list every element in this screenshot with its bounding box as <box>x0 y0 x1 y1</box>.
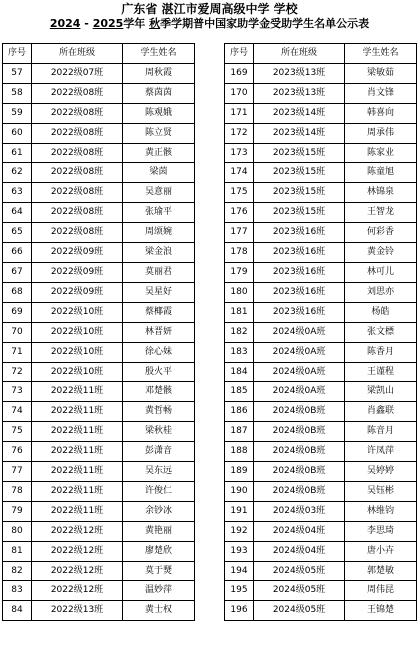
cell-no: 173 <box>225 143 254 163</box>
table-row <box>3 243 195 263</box>
cell-no: 84 <box>3 601 32 621</box>
cell-class: 2022级12班 <box>32 561 123 581</box>
cell-class: 2022级09班 <box>32 262 123 282</box>
year-word: 学年 <box>123 17 146 30</box>
cell-no: 61 <box>3 143 32 163</box>
table-row <box>3 422 195 442</box>
cell-name: 林锦泉 <box>345 183 417 203</box>
table-row <box>225 63 417 83</box>
cell-no: 191 <box>225 501 254 521</box>
cell-name: 许俊仁 <box>123 481 195 501</box>
cell-no: 83 <box>3 581 32 601</box>
table-row <box>3 481 195 501</box>
table-row <box>225 262 417 282</box>
table-row <box>3 203 195 223</box>
table-row <box>3 541 195 561</box>
cell-class: 2022级08班 <box>32 203 123 223</box>
cell-name: 陈香月 <box>345 342 417 362</box>
cell-class: 2022级11班 <box>32 382 123 402</box>
cell-class: 2022级08班 <box>32 183 123 203</box>
cell-class: 2023级13班 <box>254 63 345 83</box>
cell-no: 184 <box>225 362 254 382</box>
table-row <box>3 322 195 342</box>
cell-name: 周承伟 <box>345 123 417 143</box>
cell-name: 张瑜平 <box>123 203 195 223</box>
cell-class: 2023级13班 <box>254 83 345 103</box>
cell-name: 邓楚骸 <box>123 382 195 402</box>
cell-class: 2024级04班 <box>254 541 345 561</box>
cell-name: 刘思亦 <box>345 282 417 302</box>
cell-no: 79 <box>3 501 32 521</box>
cell-class: 2022级11班 <box>32 481 123 501</box>
cell-name: 陈立贤 <box>123 123 195 143</box>
table-row <box>3 262 195 282</box>
cell-class: 2023级15班 <box>254 163 345 183</box>
cell-class: 2022级13班 <box>32 601 123 621</box>
cell-no: 74 <box>3 402 32 422</box>
table-row <box>3 63 195 83</box>
cell-class: 2022级07班 <box>32 63 123 83</box>
table-header-row <box>225 44 417 64</box>
header-class: 所在班级 <box>32 44 123 64</box>
cell-class: 2024级0B班 <box>254 481 345 501</box>
table-row <box>225 462 417 482</box>
table-row <box>225 362 417 382</box>
cell-class: 2024级03班 <box>254 501 345 521</box>
cell-name: 郭楚敏 <box>345 561 417 581</box>
cell-name: 莫于燹 <box>123 561 195 581</box>
cell-name: 陈童旭 <box>345 163 417 183</box>
cell-no: 80 <box>3 521 32 541</box>
cell-class: 2023级15班 <box>254 183 345 203</box>
table-row <box>225 581 417 601</box>
cell-class: 2022级08班 <box>32 163 123 183</box>
cell-name: 徐心妹 <box>123 342 195 362</box>
table-row <box>3 83 195 103</box>
cell-class: 2022级08班 <box>32 143 123 163</box>
cell-no: 76 <box>3 442 32 462</box>
table-row <box>3 282 195 302</box>
cell-name: 周颂婉 <box>123 223 195 243</box>
cell-no: 188 <box>225 442 254 462</box>
cell-class: 2024级0B班 <box>254 402 345 422</box>
cell-no: 192 <box>225 521 254 541</box>
cell-name: 周伟昆 <box>345 581 417 601</box>
cell-class: 2022级08班 <box>32 103 123 123</box>
cell-no: 66 <box>3 243 32 263</box>
cell-name: 黄金铃 <box>345 243 417 263</box>
cell-class: 2023级16班 <box>254 282 345 302</box>
cell-name: 韩喜向 <box>345 103 417 123</box>
cell-name: 陈观娥 <box>123 103 195 123</box>
cell-no: 183 <box>225 342 254 362</box>
cell-class: 2022级11班 <box>32 442 123 462</box>
header-class: 所在班级 <box>254 44 345 64</box>
cell-name: 何彩香 <box>345 223 417 243</box>
cell-no: 58 <box>3 83 32 103</box>
cell-class: 2023级16班 <box>254 302 345 322</box>
table-row <box>225 422 417 442</box>
cell-name: 殷火平 <box>123 362 195 382</box>
table-row <box>225 442 417 462</box>
table-row <box>225 382 417 402</box>
cell-no: 60 <box>3 123 32 143</box>
cell-name: 黄哲畅 <box>123 402 195 422</box>
table-row <box>225 521 417 541</box>
cell-name: 陈家业 <box>345 143 417 163</box>
table-row <box>225 282 417 302</box>
cell-name: 蔡椰霞 <box>123 302 195 322</box>
cell-name: 廖楚欣 <box>123 541 195 561</box>
cell-no: 178 <box>225 243 254 263</box>
cell-name: 林可儿 <box>345 262 417 282</box>
cell-no: 63 <box>3 183 32 203</box>
table-row <box>225 541 417 561</box>
table-row <box>225 402 417 422</box>
cell-no: 194 <box>225 561 254 581</box>
cell-class: 2024级0A班 <box>254 382 345 402</box>
table-header-row <box>3 44 195 64</box>
cell-name: 许凤萍 <box>345 442 417 462</box>
table-row <box>225 163 417 183</box>
cell-no: 75 <box>3 422 32 442</box>
cell-name: 王智龙 <box>345 203 417 223</box>
cell-no: 190 <box>225 481 254 501</box>
cell-name: 吴钰彬 <box>345 481 417 501</box>
table-row <box>225 601 417 621</box>
year-end: 2025 <box>92 17 124 30</box>
table-row <box>3 462 195 482</box>
table-row <box>3 601 195 621</box>
cell-class: 2022级10班 <box>32 362 123 382</box>
cell-class: 2022级09班 <box>32 282 123 302</box>
cell-class: 2024级05班 <box>254 561 345 581</box>
table-row <box>3 581 195 601</box>
table-row <box>225 342 417 362</box>
cell-name: 肖文锋 <box>345 83 417 103</box>
cell-class: 2024级04班 <box>254 521 345 541</box>
table-row <box>225 183 417 203</box>
cell-class: 2023级16班 <box>254 223 345 243</box>
cell-name: 梁秋桂 <box>123 422 195 442</box>
cell-no: 177 <box>225 223 254 243</box>
cell-no: 181 <box>225 302 254 322</box>
table-row <box>3 402 195 422</box>
header-no: 序号 <box>225 44 254 64</box>
cell-class: 2022级10班 <box>32 302 123 322</box>
cell-class: 2024级0B班 <box>254 442 345 462</box>
header-no: 序号 <box>3 44 32 64</box>
table-row <box>3 501 195 521</box>
cell-class: 2024级0A班 <box>254 342 345 362</box>
cell-name: 王谨程 <box>345 362 417 382</box>
cell-no: 68 <box>3 282 32 302</box>
cell-class: 2022级11班 <box>32 422 123 442</box>
header-name: 学生姓名 <box>345 44 417 64</box>
year-separator: - <box>80 17 93 30</box>
cell-name: 吴东远 <box>123 462 195 482</box>
cell-name: 温妙萍 <box>123 581 195 601</box>
cell-no: 170 <box>225 83 254 103</box>
table-row <box>3 302 195 322</box>
cell-name: 吴婷婷 <box>345 462 417 482</box>
cell-name: 李思琦 <box>345 521 417 541</box>
cell-name: 梁凯山 <box>345 382 417 402</box>
table-row <box>3 163 195 183</box>
table-row <box>225 501 417 521</box>
table-row <box>225 561 417 581</box>
cell-no: 179 <box>225 262 254 282</box>
cell-name: 莫丽君 <box>123 262 195 282</box>
cell-no: 69 <box>3 302 32 322</box>
table-row <box>3 103 195 123</box>
cell-name: 林晋妍 <box>123 322 195 342</box>
table-row <box>225 322 417 342</box>
cell-name: 梁金浪 <box>123 243 195 263</box>
table-row <box>3 342 195 362</box>
cell-no: 174 <box>225 163 254 183</box>
table-row <box>3 183 195 203</box>
cell-name: 唐小卉 <box>345 541 417 561</box>
table-row <box>3 123 195 143</box>
cell-no: 196 <box>225 601 254 621</box>
cell-name: 杨皓 <box>345 302 417 322</box>
term: 秋 <box>149 17 161 30</box>
cell-no: 185 <box>225 382 254 402</box>
cell-name: 吴意丽 <box>123 183 195 203</box>
header-name: 学生姓名 <box>123 44 195 64</box>
cell-no: 73 <box>3 382 32 402</box>
cell-no: 81 <box>3 541 32 561</box>
cell-no: 78 <box>3 481 32 501</box>
cell-no: 180 <box>225 282 254 302</box>
cell-name: 梁茵 <box>123 163 195 183</box>
cell-name: 黄艳丽 <box>123 521 195 541</box>
cell-no: 186 <box>225 402 254 422</box>
cell-no: 71 <box>3 342 32 362</box>
table-row <box>3 382 195 402</box>
table-body-left <box>3 63 195 620</box>
table-row <box>225 302 417 322</box>
cell-class: 2022级12班 <box>32 581 123 601</box>
cell-class: 2024级0A班 <box>254 322 345 342</box>
year-start: 2024 <box>49 17 81 30</box>
cell-name: 梁敏茹 <box>345 63 417 83</box>
table-row <box>225 83 417 103</box>
cell-name: 余钞冰 <box>123 501 195 521</box>
cell-no: 67 <box>3 262 32 282</box>
cell-class: 2023级16班 <box>254 243 345 263</box>
cell-no: 59 <box>3 103 32 123</box>
cell-no: 77 <box>3 462 32 482</box>
page-title: 广东省 湛江市爱周高级中学 学校 <box>121 2 298 16</box>
table-body-right <box>225 63 417 620</box>
cell-class: 2022级12班 <box>32 541 123 561</box>
cell-class: 2023级14班 <box>254 123 345 143</box>
cell-name: 肖鑫联 <box>345 402 417 422</box>
cell-name: 王锦楚 <box>345 601 417 621</box>
cell-class: 2023级16班 <box>254 262 345 282</box>
cell-class: 2023级14班 <box>254 103 345 123</box>
table-row <box>225 223 417 243</box>
cell-no: 175 <box>225 183 254 203</box>
cell-class: 2024级05班 <box>254 601 345 621</box>
page-subtitle <box>0 17 419 31</box>
table-row <box>225 103 417 123</box>
cell-class: 2023级15班 <box>254 203 345 223</box>
cell-no: 182 <box>225 322 254 342</box>
cell-name: 黄士权 <box>123 601 195 621</box>
cell-class: 2022级12班 <box>32 521 123 541</box>
student-table-left <box>2 43 195 621</box>
cell-no: 172 <box>225 123 254 143</box>
cell-class: 2022级11班 <box>32 402 123 422</box>
table-row <box>225 243 417 263</box>
cell-no: 176 <box>225 203 254 223</box>
cell-class: 2024级05班 <box>254 581 345 601</box>
subtitle-rest: 季学期普中国家助学金受助学生名单公示表 <box>160 17 370 30</box>
cell-name: 周秋霞 <box>123 63 195 83</box>
cell-no: 62 <box>3 163 32 183</box>
cell-class: 2023级15班 <box>254 143 345 163</box>
cell-name: 陈音月 <box>345 422 417 442</box>
cell-no: 65 <box>3 223 32 243</box>
cell-no: 171 <box>225 103 254 123</box>
cell-name: 蔡茵茵 <box>123 83 195 103</box>
table-row <box>225 143 417 163</box>
cell-no: 57 <box>3 63 32 83</box>
cell-name: 吴星好 <box>123 282 195 302</box>
cell-class: 2024级0B班 <box>254 422 345 442</box>
table-row <box>3 143 195 163</box>
cell-class: 2022级09班 <box>32 243 123 263</box>
cell-class: 2022级11班 <box>32 462 123 482</box>
table-row <box>3 521 195 541</box>
student-table-right <box>224 43 417 621</box>
cell-class: 2022级10班 <box>32 322 123 342</box>
cell-class: 2024级0B班 <box>254 462 345 482</box>
cell-no: 72 <box>3 362 32 382</box>
cell-class: 2022级11班 <box>32 501 123 521</box>
cell-no: 169 <box>225 63 254 83</box>
table-row <box>3 442 195 462</box>
cell-no: 82 <box>3 561 32 581</box>
table-row <box>225 481 417 501</box>
cell-no: 189 <box>225 462 254 482</box>
table-row <box>3 362 195 382</box>
cell-class: 2022级08班 <box>32 223 123 243</box>
cell-class: 2022级08班 <box>32 123 123 143</box>
cell-no: 64 <box>3 203 32 223</box>
cell-class: 2024级0A班 <box>254 362 345 382</box>
cell-class: 2022级10班 <box>32 342 123 362</box>
table-row <box>3 223 195 243</box>
table-row <box>225 203 417 223</box>
table-row <box>3 561 195 581</box>
cell-name: 彭潇音 <box>123 442 195 462</box>
cell-name: 张文標 <box>345 322 417 342</box>
cell-name: 林维钧 <box>345 501 417 521</box>
table-row <box>225 123 417 143</box>
cell-name: 黄正骸 <box>123 143 195 163</box>
cell-no: 195 <box>225 581 254 601</box>
cell-no: 193 <box>225 541 254 561</box>
cell-no: 70 <box>3 322 32 342</box>
cell-no: 187 <box>225 422 254 442</box>
cell-class: 2022级08班 <box>32 83 123 103</box>
